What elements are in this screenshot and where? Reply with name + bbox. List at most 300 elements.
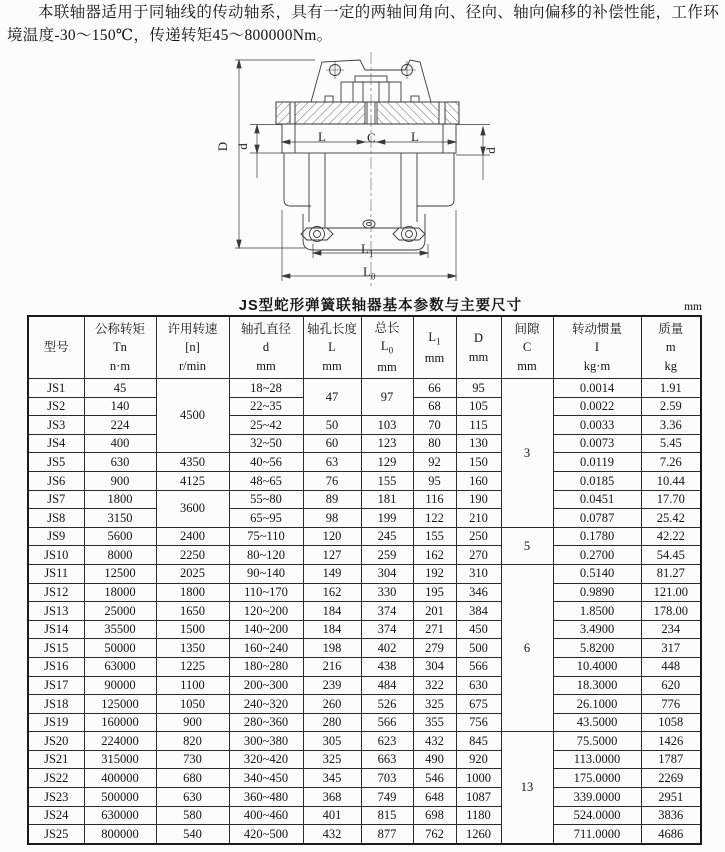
data-cell: 490: [413, 750, 456, 769]
data-cell: 122: [413, 509, 456, 528]
data-cell: 2951: [641, 788, 701, 807]
dim-label-L1: $L_1$: [361, 241, 374, 259]
data-cell: 35500: [84, 620, 156, 639]
data-cell: 4500: [156, 379, 229, 453]
table-row-JS14: [28, 620, 701, 639]
data-cell: 360~480: [229, 788, 303, 807]
data-cell: 240~320: [229, 695, 303, 714]
data-cell: 1058: [641, 713, 701, 732]
table-row-JS23: [28, 788, 701, 807]
table-row-JS12: [28, 583, 701, 602]
data-cell: 1.91: [641, 379, 701, 398]
data-cell: 178.00: [641, 602, 701, 621]
data-cell: 250: [456, 527, 501, 546]
data-cell: 384: [456, 602, 501, 621]
data-cell: 105: [456, 397, 501, 416]
data-cell: 438: [361, 657, 413, 676]
data-cell: 5: [501, 527, 553, 564]
table-row-JS17: [28, 676, 701, 695]
model-cell: JS7: [28, 490, 84, 509]
data-cell: 81.27: [641, 564, 701, 583]
data-cell: 200~300: [229, 676, 303, 695]
data-cell: 340~450: [229, 769, 303, 788]
data-cell: 0.0451: [553, 490, 641, 509]
data-cell: 432: [303, 825, 361, 844]
data-cell: 580: [156, 806, 229, 825]
data-cell: 330: [361, 583, 413, 602]
data-cell: 22~35: [229, 397, 303, 416]
data-cell: 75~110: [229, 527, 303, 546]
data-cell: 315000: [84, 750, 156, 769]
data-cell: 749: [361, 788, 413, 807]
data-cell: 3.36: [641, 416, 701, 435]
data-cell: 317: [641, 639, 701, 658]
model-cell: JS20: [28, 732, 84, 751]
data-cell: 129: [361, 453, 413, 472]
data-cell: 66: [413, 379, 456, 398]
data-cell: 346: [456, 583, 501, 602]
coupling-flange: [276, 96, 459, 124]
model-cell: JS16: [28, 657, 84, 676]
data-cell: 98: [303, 509, 361, 528]
table-row-JS5: [28, 453, 701, 472]
dim-label-d-left: d: [234, 143, 250, 150]
table-row-JS25: [28, 825, 701, 844]
data-cell: 155: [413, 527, 456, 546]
data-cell: 540: [156, 825, 229, 844]
model-cell: JS25: [28, 825, 84, 844]
column-header-big-d: D mm: [456, 316, 501, 379]
data-cell: 116: [413, 490, 456, 509]
data-cell: 900: [156, 713, 229, 732]
table-row-JS1: [28, 379, 701, 398]
data-cell: 1350: [156, 639, 229, 658]
data-cell: 484: [361, 676, 413, 695]
data-cell: 216: [303, 657, 361, 676]
data-cell: 500000: [84, 788, 156, 807]
data-cell: 26.1000: [553, 695, 641, 714]
model-cell: JS6: [28, 471, 84, 490]
model-cell: JS4: [28, 434, 84, 453]
data-cell: 448: [641, 657, 701, 676]
table-row-JS3: [28, 416, 701, 435]
table-row-JS22: [28, 769, 701, 788]
data-cell: 355: [413, 713, 456, 732]
data-cell: 374: [361, 602, 413, 621]
data-cell: 374: [361, 620, 413, 639]
data-cell: 123: [361, 434, 413, 453]
data-cell: 190: [456, 490, 501, 509]
data-cell: 322: [413, 676, 456, 695]
data-cell: 402: [361, 639, 413, 658]
data-cell: 3836: [641, 806, 701, 825]
model-cell: JS14: [28, 620, 84, 639]
data-cell: 95: [413, 471, 456, 490]
data-cell: 160~240: [229, 639, 303, 658]
data-cell: 259: [361, 546, 413, 565]
data-cell: 2025: [156, 564, 229, 583]
data-cell: 566: [361, 713, 413, 732]
data-cell: 1000: [456, 769, 501, 788]
data-cell: 2250: [156, 546, 229, 565]
data-cell: 3.4900: [553, 620, 641, 639]
model-cell: JS12: [28, 583, 84, 602]
data-cell: 620: [641, 676, 701, 695]
data-cell: 192: [413, 564, 456, 583]
data-cell: 18~28: [229, 379, 303, 398]
data-cell: 210: [456, 509, 501, 528]
data-cell: 5600: [84, 527, 156, 546]
dim-label-L0: $L_0$: [363, 264, 376, 282]
data-cell: 1225: [156, 657, 229, 676]
column-header-mass: 质量 m kg: [641, 316, 701, 379]
data-cell: 401: [303, 806, 361, 825]
data-cell: 0.1780: [553, 527, 641, 546]
data-cell: 180~280: [229, 657, 303, 676]
unit-note: mm: [684, 301, 702, 313]
data-cell: 18000: [84, 583, 156, 602]
data-cell: 270: [456, 546, 501, 565]
data-cell: 400000: [84, 769, 156, 788]
data-cell: 680: [156, 769, 229, 788]
data-cell: 25.42: [641, 509, 701, 528]
data-cell: 3: [501, 379, 553, 528]
data-cell: 127: [303, 546, 361, 565]
data-cell: 45: [84, 379, 156, 398]
data-cell: 1426: [641, 732, 701, 751]
table-row-JS8: [28, 509, 701, 528]
data-cell: 130: [456, 434, 501, 453]
data-cell: 305: [303, 732, 361, 751]
data-cell: 4350: [156, 453, 229, 472]
data-cell: 800000: [84, 825, 156, 844]
table-row-JS9: [28, 527, 701, 546]
data-cell: 0.0787: [553, 509, 641, 528]
data-cell: 325: [413, 695, 456, 714]
data-cell: 160: [456, 471, 501, 490]
data-cell: 0.5140: [553, 564, 641, 583]
data-cell: 7.26: [641, 453, 701, 472]
dim-label-C: C: [367, 130, 376, 145]
data-cell: 63000: [84, 657, 156, 676]
data-cell: 630: [84, 453, 156, 472]
model-cell: JS21: [28, 750, 84, 769]
table-row-JS20: [28, 732, 701, 751]
data-cell: 55~80: [229, 490, 303, 509]
data-cell: 201: [413, 602, 456, 621]
data-cell: 198: [303, 639, 361, 658]
coupling-drawing: [165, 50, 565, 292]
model-cell: JS22: [28, 769, 84, 788]
data-cell: 95: [456, 379, 501, 398]
data-cell: 103: [361, 416, 413, 435]
model-cell: JS23: [28, 788, 84, 807]
data-cell: 195: [413, 583, 456, 602]
data-cell: 150: [456, 453, 501, 472]
data-cell: 110~170: [229, 583, 303, 602]
data-cell: 400~460: [229, 806, 303, 825]
data-cell: 12500: [84, 564, 156, 583]
data-cell: 1500: [156, 620, 229, 639]
column-header-bore-len: 轴孔长度 L mm: [303, 316, 361, 379]
data-cell: 271: [413, 620, 456, 639]
data-cell: 42.22: [641, 527, 701, 546]
data-cell: 920: [456, 750, 501, 769]
data-cell: 89: [303, 490, 361, 509]
data-cell: 90000: [84, 676, 156, 695]
data-cell: 13: [501, 732, 553, 844]
data-cell: 815: [361, 806, 413, 825]
intro-paragraph: 本联轴器适用于同轴线的传动轴系，具有一定的两轴间角向、径向、轴向偏移的补偿性能，工作环境温度-30～150℃，传递转矩45～800000Nm。: [7, 4, 719, 44]
data-cell: 175.0000: [553, 769, 641, 788]
data-cell: 68: [413, 397, 456, 416]
model-cell: JS19: [28, 713, 84, 732]
data-cell: 345: [303, 769, 361, 788]
data-cell: 121.00: [641, 583, 701, 602]
data-cell: 450: [456, 620, 501, 639]
data-cell: 8000: [84, 546, 156, 565]
data-cell: 1050: [156, 695, 229, 714]
data-cell: 623: [361, 732, 413, 751]
data-cell: 25~42: [229, 416, 303, 435]
data-cell: 630: [156, 788, 229, 807]
header-row: [28, 316, 701, 379]
data-cell: 199: [361, 509, 413, 528]
data-cell: 1260: [456, 825, 501, 844]
data-cell: 32~50: [229, 434, 303, 453]
model-cell: JS13: [28, 602, 84, 621]
table-row-JS4: [28, 434, 701, 453]
table-row-JS16: [28, 657, 701, 676]
data-cell: 17.70: [641, 490, 701, 509]
model-cell: JS1: [28, 379, 84, 398]
data-cell: 140~200: [229, 620, 303, 639]
data-cell: 2269: [641, 769, 701, 788]
data-cell: 80~120: [229, 546, 303, 565]
data-cell: 630: [456, 676, 501, 695]
data-cell: 675: [456, 695, 501, 714]
data-cell: 162: [303, 583, 361, 602]
data-cell: 0.9890: [553, 583, 641, 602]
data-cell: 234: [641, 620, 701, 639]
data-cell: 711.0000: [553, 825, 641, 844]
spec-table-body: [28, 379, 701, 844]
data-cell: 184: [303, 602, 361, 621]
data-cell: 420~500: [229, 825, 303, 844]
data-cell: 524.0000: [553, 806, 641, 825]
data-cell: 50: [303, 416, 361, 435]
data-cell: 181: [361, 490, 413, 509]
data-cell: 260: [303, 695, 361, 714]
spec-table: [27, 315, 702, 845]
data-cell: 18.3000: [553, 676, 641, 695]
data-cell: 60: [303, 434, 361, 453]
data-cell: 304: [413, 657, 456, 676]
data-cell: 1800: [156, 583, 229, 602]
table-row-JS6: [28, 471, 701, 490]
data-cell: 54.45: [641, 546, 701, 565]
data-cell: 162: [413, 546, 456, 565]
data-cell: 245: [361, 527, 413, 546]
table-title: JS型蛇形弹簧联轴器基本参数与主要尺寸: [238, 298, 523, 314]
data-cell: 5.45: [641, 434, 701, 453]
data-cell: 2.59: [641, 397, 701, 416]
data-cell: 47: [303, 379, 361, 416]
table-row-JS7: [28, 490, 701, 509]
table-row-JS15: [28, 639, 701, 658]
spec-table-header: [28, 316, 701, 379]
dim-label-L-left: L: [318, 129, 326, 144]
data-cell: 224000: [84, 732, 156, 751]
model-cell: JS10: [28, 546, 84, 565]
data-cell: 10.4000: [553, 657, 641, 676]
data-cell: 4125: [156, 471, 229, 490]
table-row-JS24: [28, 806, 701, 825]
data-cell: 648: [413, 788, 456, 807]
model-cell: JS24: [28, 806, 84, 825]
model-cell: JS5: [28, 453, 84, 472]
data-cell: 3600: [156, 490, 229, 527]
column-header-l1: $L_1$ mm: [413, 316, 456, 379]
table-row-JS13: [28, 602, 701, 621]
data-cell: 2400: [156, 527, 229, 546]
data-cell: 50000: [84, 639, 156, 658]
data-cell: 149: [303, 564, 361, 583]
data-cell: 1180: [456, 806, 501, 825]
data-cell: 1787: [641, 750, 701, 769]
model-cell: JS8: [28, 509, 84, 528]
data-cell: 339.0000: [553, 788, 641, 807]
data-cell: 155: [361, 471, 413, 490]
data-cell: 663: [361, 750, 413, 769]
table-row-JS19: [28, 713, 701, 732]
data-cell: 239: [303, 676, 361, 695]
data-cell: 820: [156, 732, 229, 751]
data-cell: 0.0033: [553, 416, 641, 435]
data-cell: 75.5000: [553, 732, 641, 751]
data-cell: 280~360: [229, 713, 303, 732]
data-cell: 65~95: [229, 509, 303, 528]
data-cell: 698: [413, 806, 456, 825]
data-cell: 125000: [84, 695, 156, 714]
data-cell: 76: [303, 471, 361, 490]
data-cell: 113.0000: [553, 750, 641, 769]
data-cell: 184: [303, 620, 361, 639]
model-cell: JS15: [28, 639, 84, 658]
column-header-total-len: 总长 $L_0$ mm: [361, 316, 413, 379]
data-cell: 325: [303, 750, 361, 769]
data-cell: 120~200: [229, 602, 303, 621]
data-cell: 310: [456, 564, 501, 583]
data-cell: 546: [413, 769, 456, 788]
data-cell: 845: [456, 732, 501, 751]
data-cell: 43.5000: [553, 713, 641, 732]
data-cell: 1.8500: [553, 602, 641, 621]
data-cell: 900: [84, 471, 156, 490]
dim-label-d-right: d: [482, 147, 498, 154]
data-cell: 80: [413, 434, 456, 453]
data-cell: 280: [303, 713, 361, 732]
data-cell: 566: [456, 657, 501, 676]
data-cell: 320~420: [229, 750, 303, 769]
data-cell: 0.0022: [553, 397, 641, 416]
model-cell: JS17: [28, 676, 84, 695]
data-cell: 92: [413, 453, 456, 472]
data-cell: 1100: [156, 676, 229, 695]
column-header-gap-c: 间隙 C mm: [501, 316, 553, 379]
data-cell: 6: [501, 564, 553, 731]
table-row-JS21: [28, 750, 701, 769]
data-cell: 0.2700: [553, 546, 641, 565]
data-cell: 97: [361, 379, 413, 416]
data-cell: 4686: [641, 825, 701, 844]
data-cell: 160000: [84, 713, 156, 732]
table-row-JS10: [28, 546, 701, 565]
data-cell: 432: [413, 732, 456, 751]
table-row-JS11: [28, 564, 701, 583]
data-cell: 730: [156, 750, 229, 769]
data-cell: 304: [361, 564, 413, 583]
data-cell: 630000: [84, 806, 156, 825]
data-cell: 5.8200: [553, 639, 641, 658]
data-cell: 776: [641, 695, 701, 714]
dim-label-L-right: L: [411, 129, 419, 144]
data-cell: 120: [303, 527, 361, 546]
column-header-bore-dia: 轴孔直径 d mm: [229, 316, 303, 379]
table-row-JS18: [28, 695, 701, 714]
data-cell: 877: [361, 825, 413, 844]
data-cell: 762: [413, 825, 456, 844]
data-cell: 70: [413, 416, 456, 435]
column-header-model: 型号: [28, 316, 84, 379]
data-cell: 400: [84, 434, 156, 453]
model-cell: JS9: [28, 527, 84, 546]
data-cell: 25000: [84, 602, 156, 621]
data-cell: 48~65: [229, 471, 303, 490]
data-cell: 526: [361, 695, 413, 714]
data-cell: 40~56: [229, 453, 303, 472]
model-cell: JS11: [28, 564, 84, 583]
model-cell: JS3: [28, 416, 84, 435]
data-cell: 1800: [84, 490, 156, 509]
data-cell: 90~140: [229, 564, 303, 583]
data-cell: 10.44: [641, 471, 701, 490]
data-cell: 115: [456, 416, 501, 435]
model-cell: JS2: [28, 397, 84, 416]
data-cell: 63: [303, 453, 361, 472]
data-cell: 140: [84, 397, 156, 416]
dim-label-D: D: [215, 141, 231, 152]
data-cell: 1650: [156, 602, 229, 621]
data-cell: 703: [361, 769, 413, 788]
data-cell: 224: [84, 416, 156, 435]
data-cell: 500: [456, 639, 501, 658]
data-cell: 279: [413, 639, 456, 658]
column-header-inertia: 转动惯量 I kg·m: [553, 316, 641, 379]
data-cell: 0.0073: [553, 434, 641, 453]
data-cell: 0.0119: [553, 453, 641, 472]
data-cell: 300~380: [229, 732, 303, 751]
model-cell: JS18: [28, 695, 84, 714]
data-cell: 0.0185: [553, 471, 641, 490]
data-cell: 0.0014: [553, 379, 641, 398]
data-cell: 368: [303, 788, 361, 807]
data-cell: 3150: [84, 509, 156, 528]
data-cell: 1087: [456, 788, 501, 807]
column-header-speed: 许用转速 [n] r/min: [156, 316, 229, 379]
data-cell: 756: [456, 713, 501, 732]
column-header-torque: 公称转矩 Tn n·m: [84, 316, 156, 379]
